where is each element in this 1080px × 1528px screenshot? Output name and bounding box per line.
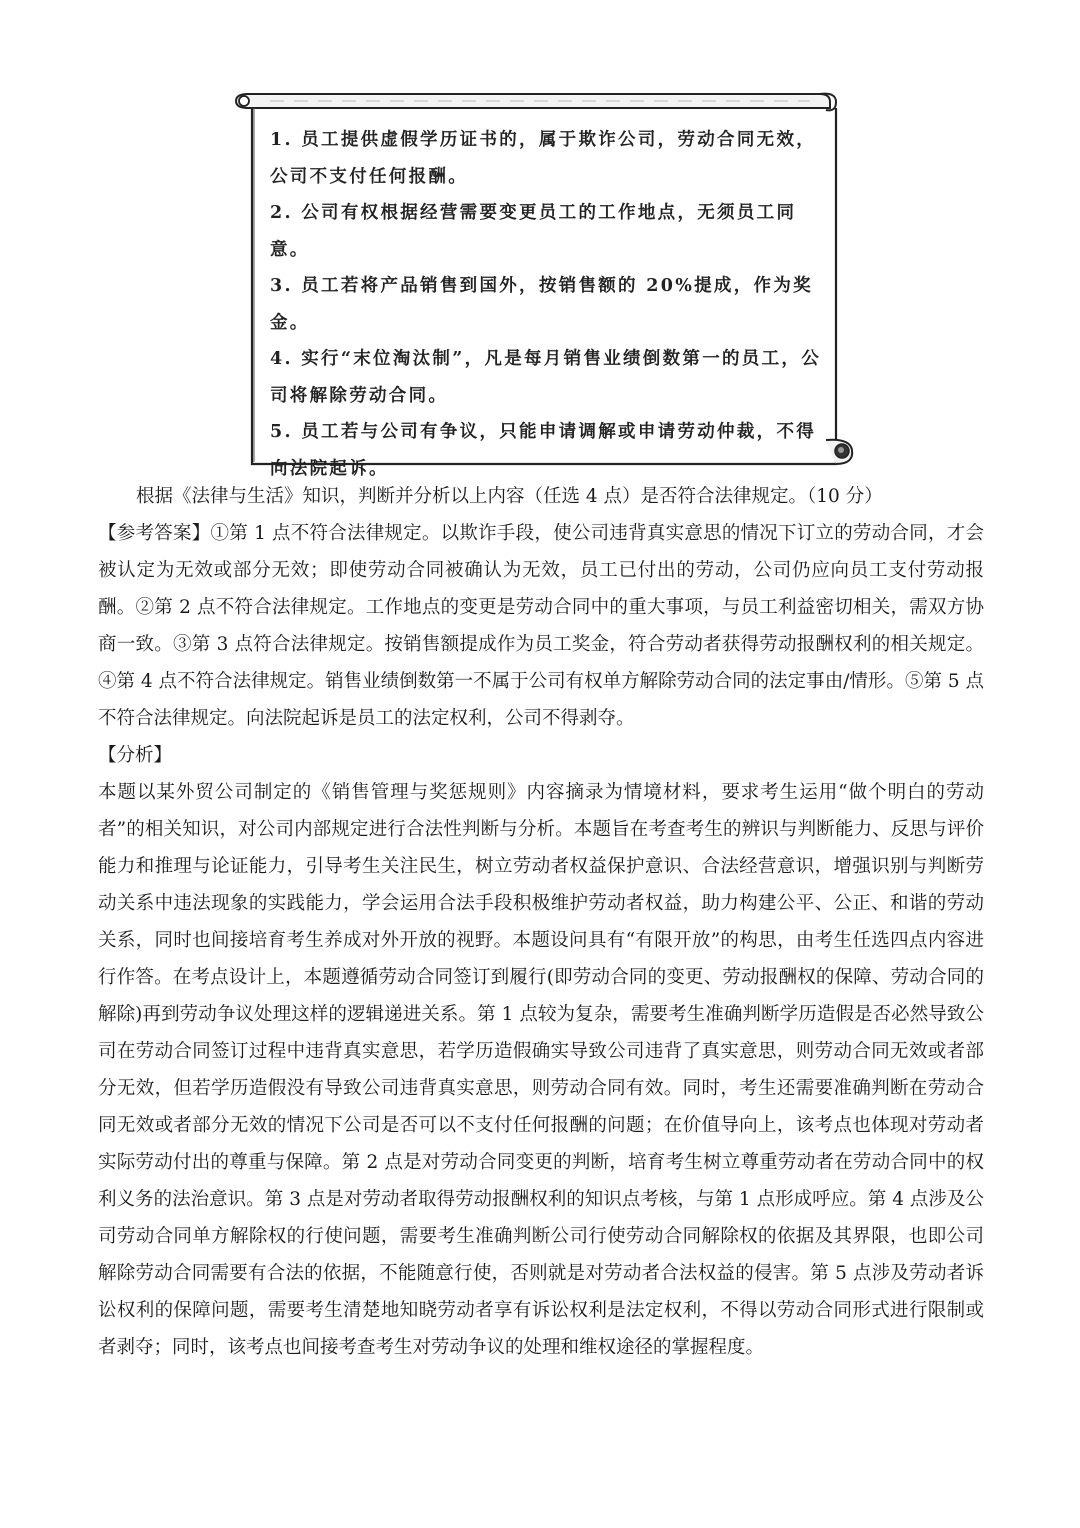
analysis-text: 本题以某外贸公司制定的《销售管理与奖惩规则》内容摘录为情境材料，要求考生运用“做个明白的劳动者”的相关知识，对公司内部规定进行合法性判断与分析。本题旨在考查考生的辨识与判断能力、反思与评价能力和推理与论证能力，引导考生关注民生，树立劳动者权益保护意识、合法经营意识，增强识别与判断劳动关系中违法现象的实践能力，学会运用合法手段积极维护劳动者权益，助力构建公平、公正、和谐的劳动关系，同时也间接培育考生养成对外开放的视野。本题设问具有“有限开放”的构思，由考生任选四点内容进行作答。在考点设计上，本题遵循劳动合同签订到履行(即劳动合同的变更、劳动报酬权的保障、劳动合同的解除)再到劳动争议处理这样的逻辑递进关系。第 1 点较为复杂，需要考生准确判断学历造假是否必然导致公司在劳动合同签订过程中违背真实意思，若学历造假确实导致公司违背了真实意思，则劳动合同无效或者部分无效，但若学历造假没有导致公司违背真实意思，则劳动合同有效。同时，考生还需要准确判断在劳动合同无效或者部分无效的情况下公司是否可以不支付任何报酬的问题；在价值导向上，该考点也体现对劳动者实际劳动付出的尊重与保障。第 2 点是对劳动合同变更的判断，培育考生树立尊重劳动者在劳动合同中的权利义务的法治意识。第 3 点是对劳动者取得劳动报酬权利的知识点考核，与第 1 点形成呼应。第 4 点涉及公司劳动合同单方解除权的行使问题，需要考生准确判断公司行使劳动合同解除权的依据及其界限，也即公司解除劳动合同需要有合法的依据，不能随意行使，否则就是对劳动者合法权益的侵害。第 5 点涉及劳动者诉讼权利的保障问题，需要考生清楚地知晓劳动者享有诉讼权利是法定权利，不得以劳动合同形式进行限制或者剥夺；同时，该考点也间接考查考生对劳动争议的处理和维权途径的掌握程度。 (98, 782, 984, 1358)
scroll-rule-item: 5. 员工若与公司有争议，只能申请调解或申请劳动仲裁，不得向法院起诉。 (270, 422, 817, 479)
answer-text: ①第 1 点不符合法律规定。以欺诈手段，使公司违背真实意思的情况下订立的劳动合同，才会被认定为无效或部分无效；即使劳动合同被确认为无效，员工已付出的劳动，公司仍应向员工支付劳动报酬。②第 2 点不符合法律规定。工作地点的变更是劳动合同中的重大事项，与员工利益密切相关，需双方协商一致。③第 3 点符合法律规定。按销售额提成作为员工奖金，符合劳动者获得劳动报酬权利的相关规定。④第 4 点不符合法律规定。销售业绩倒数第一不属于公司有权单方解除劳动合同的法定事由/情形。⑤第 5 点不符合法律规定。向法院起诉是员工的法定权利，公司不得剥夺。 (98, 523, 984, 729)
analysis-heading: 【分析】 (98, 745, 173, 766)
scroll-rules-list (270, 122, 830, 487)
scroll-illustration (230, 88, 860, 479)
scroll-rule-item: 1. 员工提供虚假学历证书的，属于欺诈公司，劳动合同无效，公司不支付任何报酬。 (270, 130, 817, 187)
answer-label: 【参考答案】 (98, 523, 211, 544)
reference-answer (98, 515, 984, 737)
scroll-rule-item: 2. 公司有权根据经营需要变更员工的工作地点，无须员工同意。 (270, 203, 797, 260)
scroll-rule-item: 4. 实行“末位淘汰制”，凡是每月销售业绩倒数第一的员工，公司将解除劳动合同。 (270, 349, 821, 406)
question-prompt: 根据《法律与生活》知识，判断并分析以上内容（任选 4 点）是否符合法律规定。（10 分） (136, 486, 883, 507)
scroll-rule-item: 3. 员工若将产品销售到国外，按销售额的 20%提成，作为奖金。 (270, 276, 813, 333)
